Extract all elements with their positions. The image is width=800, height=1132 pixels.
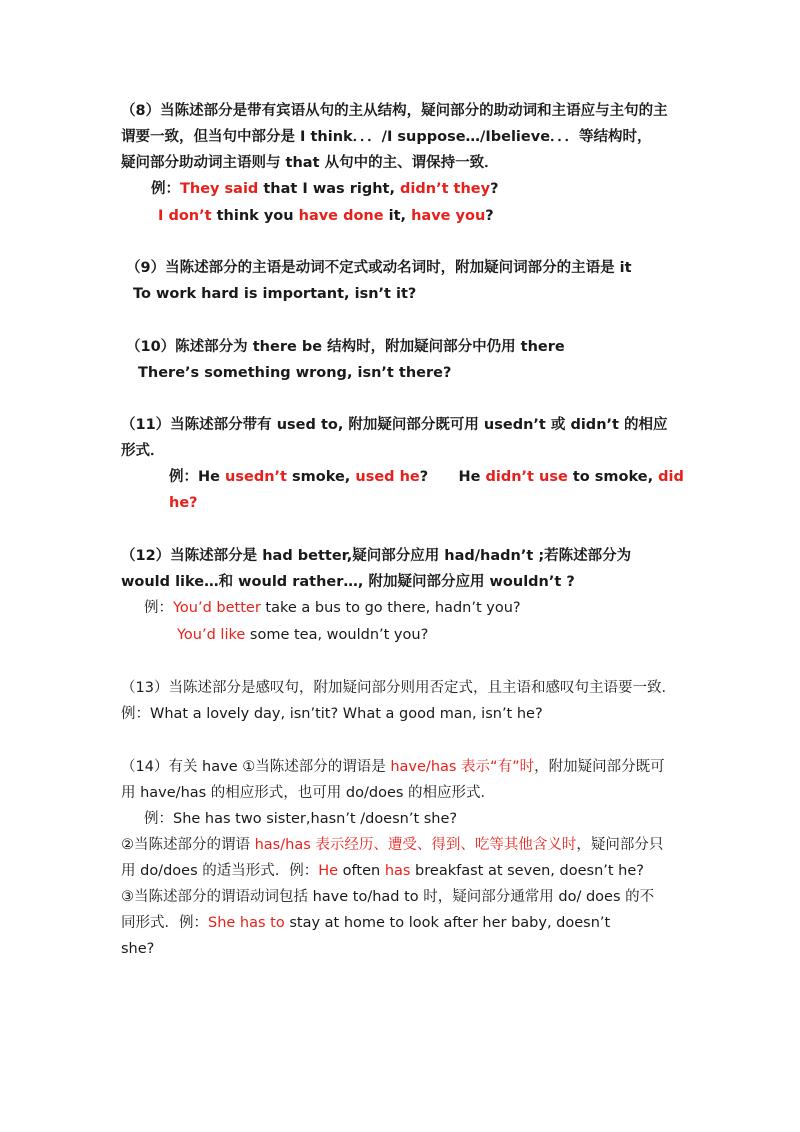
text: 同形式．例： [121, 915, 208, 931]
text: 用 do/does 的适当形式．例： [121, 863, 319, 879]
s8-line3: 疑问部分助动词主语则与 that 从句中的主、谓保持一致． [121, 155, 499, 171]
example-text: ? [485, 208, 494, 224]
s11-line1: （11）当陈述部分带有 used to, 附加疑问部分既可用 usedn’t 或 didn’t 的相应 [121, 417, 668, 433]
example-prefix: 例： [151, 181, 180, 197]
s9-example: To work hard is important, isn’t it? [133, 286, 417, 302]
highlight-text: have/has 表示“有”时 [390, 759, 535, 775]
highlight-text: usedn’t [225, 469, 287, 485]
example-text: it, [383, 208, 412, 224]
highlight-text: I don’t [158, 208, 212, 224]
highlight-text: has [384, 863, 411, 879]
highlight-text: didn’t use [485, 469, 568, 485]
example-text: ? He [419, 469, 486, 485]
text: （14）有关 have ①当陈述部分的谓语是 [121, 759, 391, 775]
s14-line3: 例：She has two sister,hasn’t /doesn’t she? [144, 811, 458, 827]
s10-example: There’s something wrong, isn’t there? [138, 365, 452, 381]
s12-line2: would like…和 would rather…, 附加疑问部分应用 wouldn’t ? [121, 574, 575, 590]
text: ，附加疑问部分既可 [534, 759, 665, 775]
s12-example2 [177, 625, 428, 645]
example-text: think you [211, 208, 299, 224]
example-text: to smoke, [567, 469, 659, 485]
s14-line2: 用 have/has 的相应形式，也可用 do/does 的相应形式． [121, 785, 496, 801]
highlight-text: She has to [208, 915, 285, 931]
s12-line1: （12）当陈述部分是 had better,疑问部分应用 had/hadn’t ;若陈述部分为 [121, 548, 632, 564]
text: stay at home to look after her baby, doesn’t [284, 915, 611, 931]
example-text: that I was right, [258, 181, 401, 197]
example-text: take a bus to go there, hadn’t you? [260, 600, 521, 616]
text: ，疑问部分只 [576, 837, 664, 853]
highlight-text: You’d better [173, 600, 261, 616]
s14-line5 [121, 861, 644, 881]
s13-line1: （13）当陈述部分是感叹句，附加疑问部分则用否定式，且主语和感叹句主语要一致． [121, 680, 676, 696]
highlight-text: has/has 表示经历、遭受、得到、吃等其他含义时 [254, 837, 577, 853]
text: breakfast at seven, doesn’t he? [410, 863, 644, 879]
s11-example2: he? [169, 495, 198, 511]
example-text: smoke, [286, 469, 356, 485]
highlight-text: They said [180, 181, 259, 197]
highlight-text: have done [298, 208, 384, 224]
highlight-text: have you [411, 208, 486, 224]
s10-line1: （10）陈述部分为 there be 结构时，附加疑问部分中仍用 there [126, 339, 565, 355]
s8-line2: 谓要一致，但当句中部分是 I think．．．/I suppose…/Ibelieve．．．等结构时， [121, 129, 652, 145]
s9-line1: （9）当陈述部分的主语是动词不定式或动名词时，附加疑问词部分的主语是 it [126, 260, 632, 276]
s8-example2 [158, 206, 494, 226]
text: often [338, 863, 385, 879]
s14-line4 [121, 835, 663, 855]
example-text: some tea, wouldn’t you? [245, 627, 429, 643]
s11-example1 [169, 467, 684, 487]
example-prefix: 例： [144, 600, 173, 616]
highlight-text: You’d like [177, 627, 246, 643]
s14-line6: ③当陈述部分的谓语动词包括 have to/had to 时，疑问部分通常用 do/ does 的不 [121, 889, 655, 905]
text: ②当陈述部分的谓语 [121, 837, 255, 853]
s11-line2: 形式． [121, 443, 165, 459]
s13-line2: 例：What a lovely day, isn’tit? What a good man, isn’t he? [121, 706, 543, 722]
highlight-text: didn’t they [400, 181, 491, 197]
s14-line7 [121, 913, 610, 933]
example-text: ? [490, 181, 499, 197]
highlight-text: He [318, 863, 339, 879]
s14-line8: she? [121, 941, 155, 957]
example-text: 例：He [169, 469, 226, 485]
s12-example1 [144, 598, 521, 618]
highlight-text: did [658, 469, 684, 485]
s14-line1 [121, 757, 665, 777]
s8-example1 [151, 179, 499, 199]
s8-line1: （8）当陈述部分是带有宾语从句的主从结构，疑问部分的助动词和主语应与主句的主 [121, 103, 668, 119]
highlight-text: used he [355, 469, 420, 485]
